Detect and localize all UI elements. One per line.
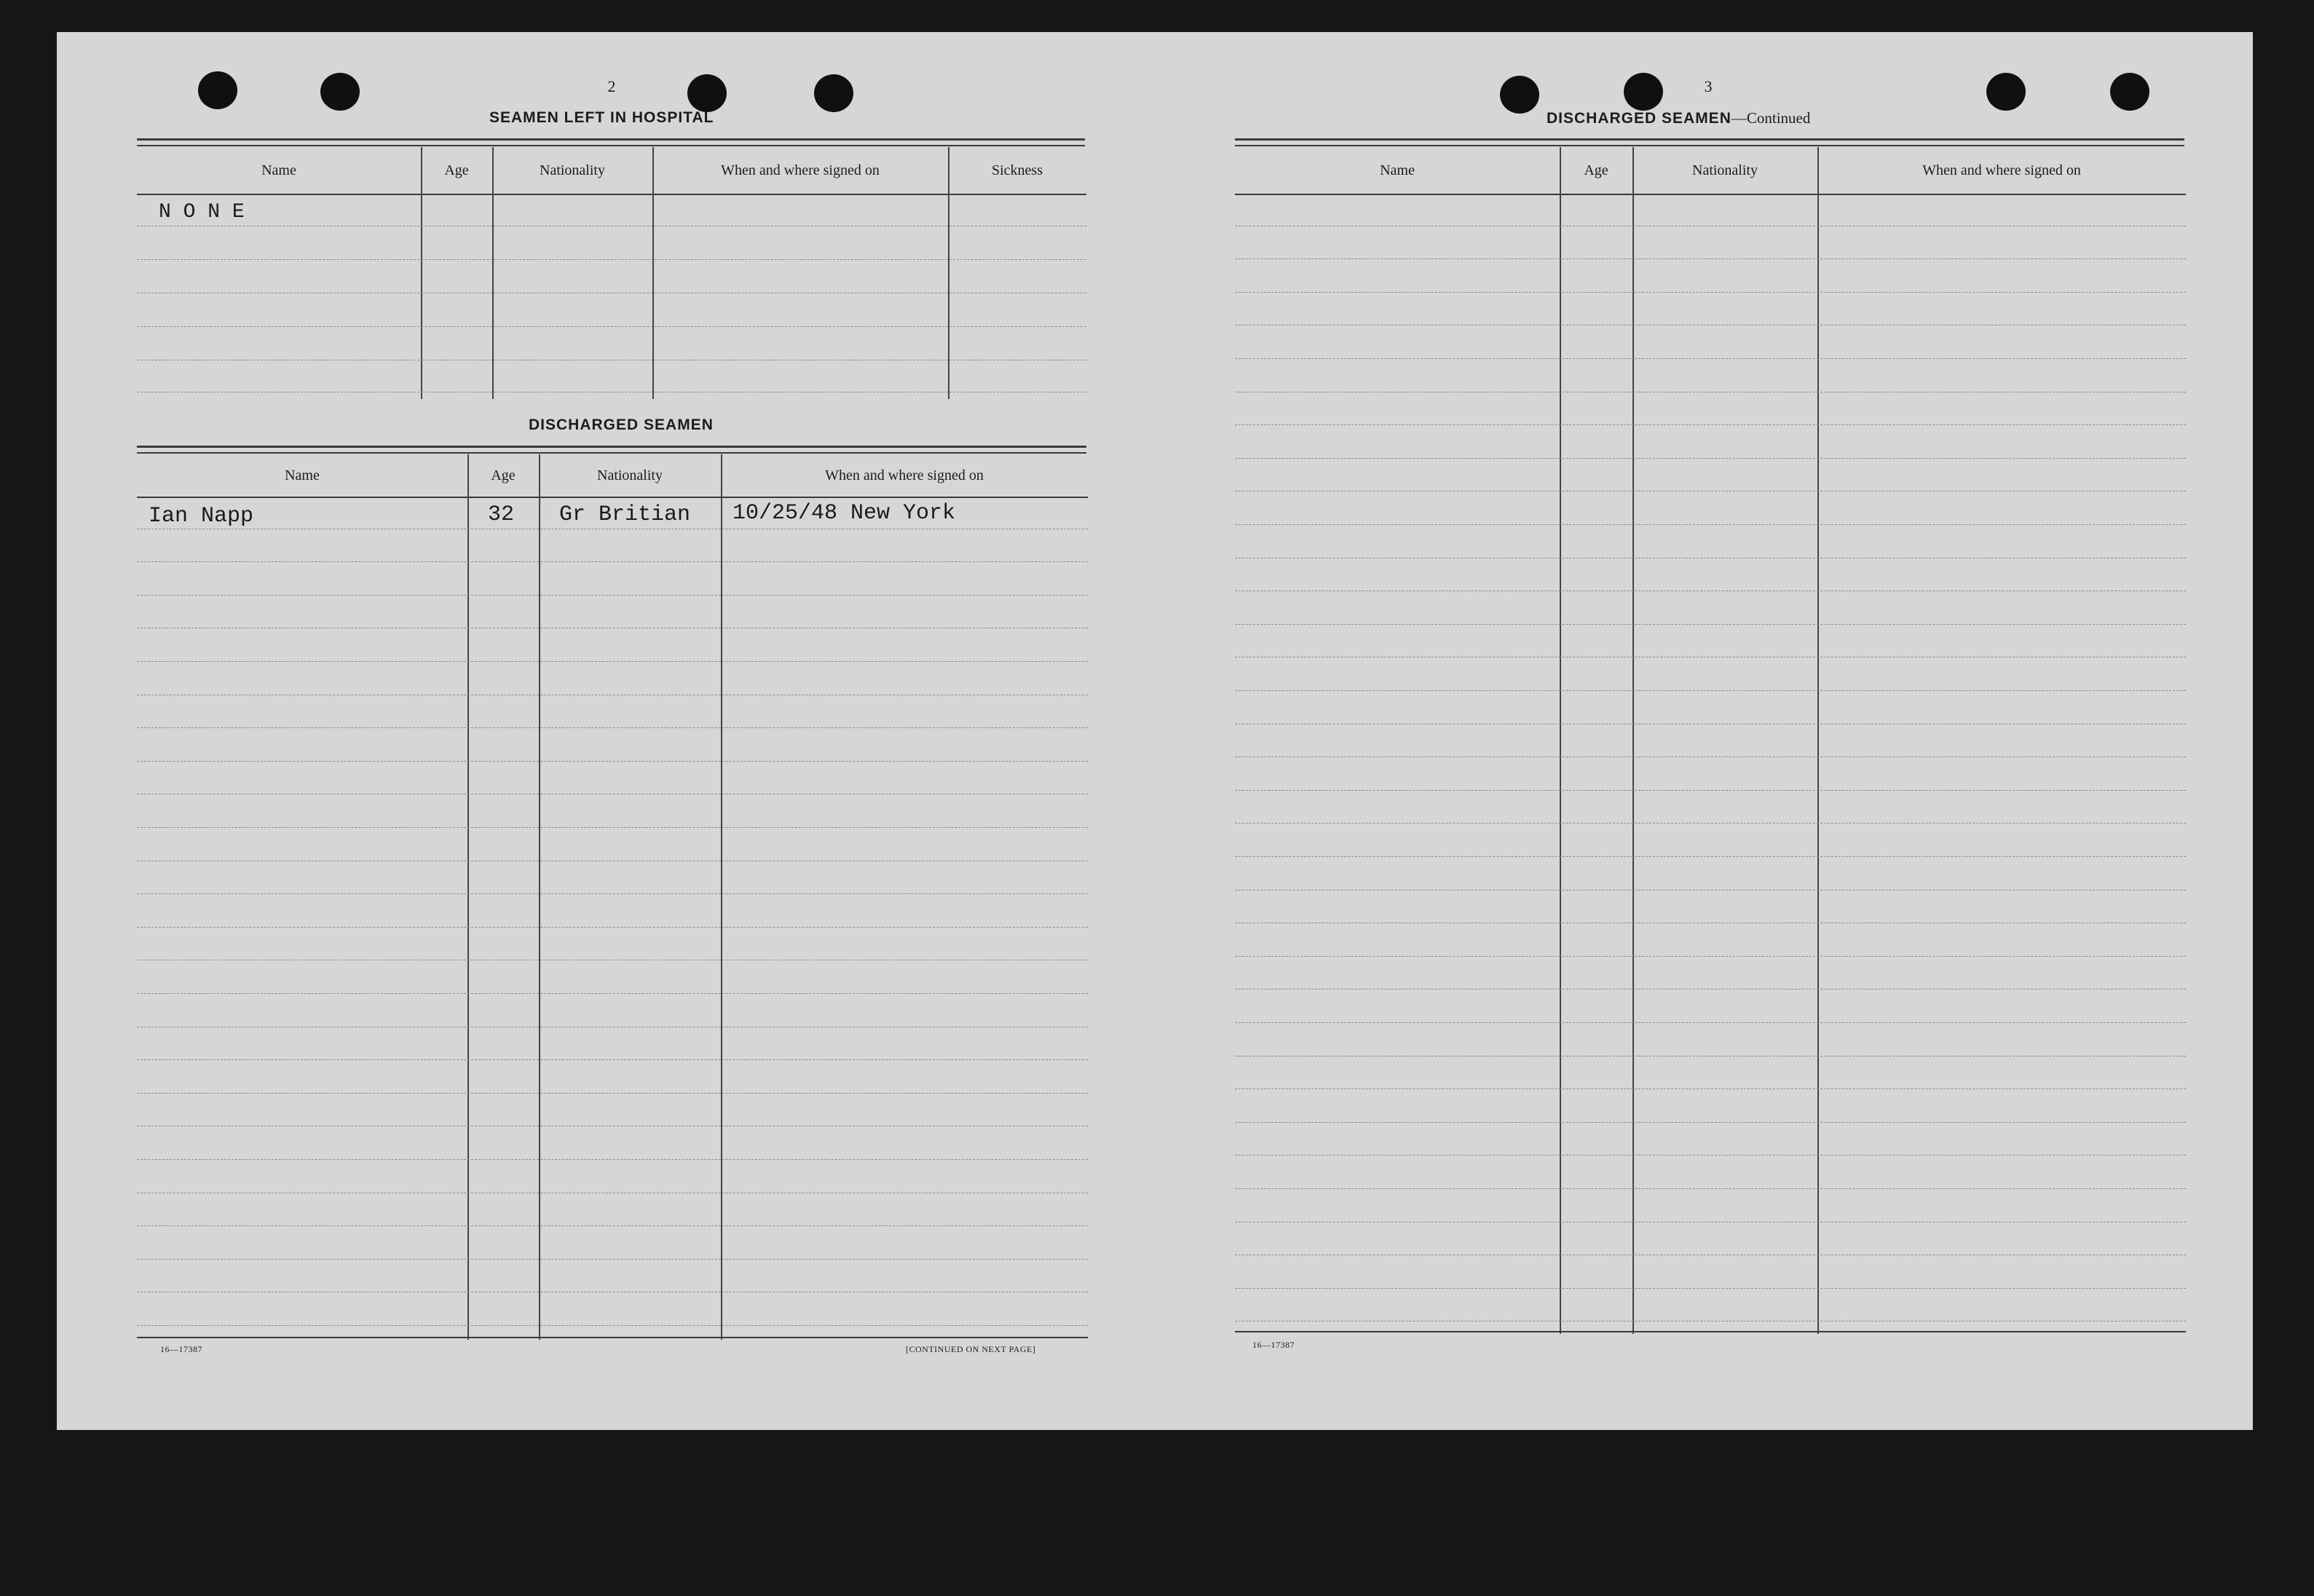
table-row: [1235, 891, 2186, 924]
table-row: [137, 328, 1086, 360]
table-bottom-rule: [1235, 1331, 2186, 1332]
punch-hole: [2110, 73, 2149, 111]
table-row: [1235, 957, 2186, 990]
discharged-name-cell: Ian Napp: [149, 504, 254, 529]
column-header: Age: [1584, 162, 1608, 178]
table-row: [137, 294, 1086, 327]
table-row: [1235, 592, 2186, 625]
table-row: [1235, 559, 2186, 592]
discharged-nationality-cell: Gr Britian: [559, 502, 691, 527]
table-row: [1235, 1156, 2186, 1189]
punch-hole: [687, 74, 727, 112]
column-header: Age: [444, 162, 469, 178]
table-row: [1235, 426, 2186, 459]
header-rule: [137, 138, 1085, 146]
punch-hole: [1986, 73, 2026, 111]
table-row: [1235, 1223, 2186, 1256]
table-row: [1235, 360, 2186, 392]
table-row: [1235, 194, 2186, 226]
punch-hole: [1500, 76, 1539, 114]
table-row: [137, 928, 1088, 961]
table-row: [1235, 260, 2186, 293]
header-rule: [1235, 138, 2184, 146]
hospital-section-title: SEAMEN LEFT IN HOSPITAL: [489, 109, 714, 126]
table-row: [137, 194, 1086, 226]
table-row: [1235, 791, 2186, 824]
table-row: [1235, 326, 2186, 359]
table-row: [137, 696, 1088, 729]
table-row: [137, 862, 1088, 895]
page-number: 2: [607, 77, 616, 95]
table-row: [1235, 1057, 2186, 1090]
continued-title-suffix: —Continued: [1731, 109, 1811, 127]
punch-hole: [1624, 73, 1663, 111]
punch-hole: [814, 74, 853, 112]
table-row: [1235, 393, 2186, 426]
table-row: [137, 663, 1088, 695]
table-row: [1235, 725, 2186, 758]
table-row: [1235, 1024, 2186, 1056]
continued-section-title: [1547, 109, 1810, 127]
table-row: [137, 895, 1088, 928]
table-row: [1235, 492, 2186, 525]
column-header: When and where signed on: [1922, 162, 2081, 178]
table-row: [137, 1028, 1088, 1061]
table-row: [1235, 924, 2186, 957]
table-row: [137, 629, 1088, 662]
table-row: [1235, 459, 2186, 492]
form-number: 16—17387: [160, 1344, 202, 1354]
table-row: [1235, 1090, 2186, 1123]
table-header: [1235, 147, 2186, 195]
punch-hole: [198, 71, 237, 109]
column-header: When and where signed on: [721, 162, 880, 178]
column-header: When and where signed on: [825, 467, 984, 483]
table-row: [1235, 526, 2186, 558]
header-rule: [137, 446, 1086, 454]
table-row: [1235, 824, 2186, 857]
table-header: [137, 147, 1086, 195]
table-row: [137, 227, 1086, 260]
table-row: [1235, 692, 2186, 724]
hospital-table: [137, 147, 1086, 399]
table-row: [137, 361, 1086, 392]
table-row: [137, 1161, 1088, 1193]
table-row: [137, 729, 1088, 762]
table-row: [1235, 293, 2186, 326]
table-row: [1235, 1256, 2186, 1289]
table-row: [137, 1061, 1088, 1094]
table-row: [137, 829, 1088, 861]
table-row: [1235, 1289, 2186, 1322]
column-header: Name: [261, 162, 296, 178]
table-row: [137, 1127, 1088, 1160]
continued-title-main: DISCHARGED SEAMEN: [1547, 110, 1731, 127]
column-header: Nationality: [1692, 162, 1758, 178]
column-header: Sickness: [992, 162, 1043, 178]
table-row: [1235, 990, 2186, 1023]
hospital-entry-none: N O N E: [159, 201, 245, 224]
table-row: [1235, 1123, 2186, 1156]
column-header: Nationality: [597, 467, 663, 483]
document-page: [57, 32, 2253, 1430]
column-header: Name: [1380, 162, 1415, 178]
table-row: [137, 261, 1086, 293]
table-row: [137, 1260, 1088, 1293]
column-header: Age: [491, 467, 516, 483]
table-row: [1235, 1190, 2186, 1222]
column-header: Nationality: [540, 162, 605, 178]
table-row: [137, 1094, 1088, 1127]
table-row: [137, 1194, 1088, 1227]
table-header: [137, 454, 1088, 498]
table-row: [137, 795, 1088, 828]
table-bottom-rule: [137, 1337, 1088, 1338]
table-row: [1235, 658, 2186, 691]
discharged-table: [137, 454, 1088, 1340]
table-row: [1235, 858, 2186, 890]
table-row: [137, 961, 1088, 994]
discharged-age-cell: 32: [488, 502, 515, 527]
table-row: [137, 1293, 1088, 1326]
form-number: 16—17387: [1252, 1340, 1295, 1350]
page-number: 3: [1704, 77, 1713, 95]
table-row: [137, 1227, 1088, 1260]
table-row: [1235, 625, 2186, 658]
column-header: Name: [285, 467, 320, 483]
discharged-signed-on-cell: 10/25/48 New York: [732, 501, 956, 526]
table-row: [137, 530, 1088, 563]
table-row: [137, 995, 1088, 1027]
table-row: [1235, 758, 2186, 791]
table-row: [137, 762, 1088, 795]
discharged-section-title: DISCHARGED SEAMEN: [529, 416, 714, 433]
continued-table: [1235, 147, 2186, 1334]
table-row: [137, 596, 1088, 629]
punch-hole: [320, 73, 360, 111]
continued-note: [CONTINUED ON NEXT PAGE]: [906, 1344, 1036, 1354]
table-row: [1235, 227, 2186, 260]
table-row: [137, 563, 1088, 596]
